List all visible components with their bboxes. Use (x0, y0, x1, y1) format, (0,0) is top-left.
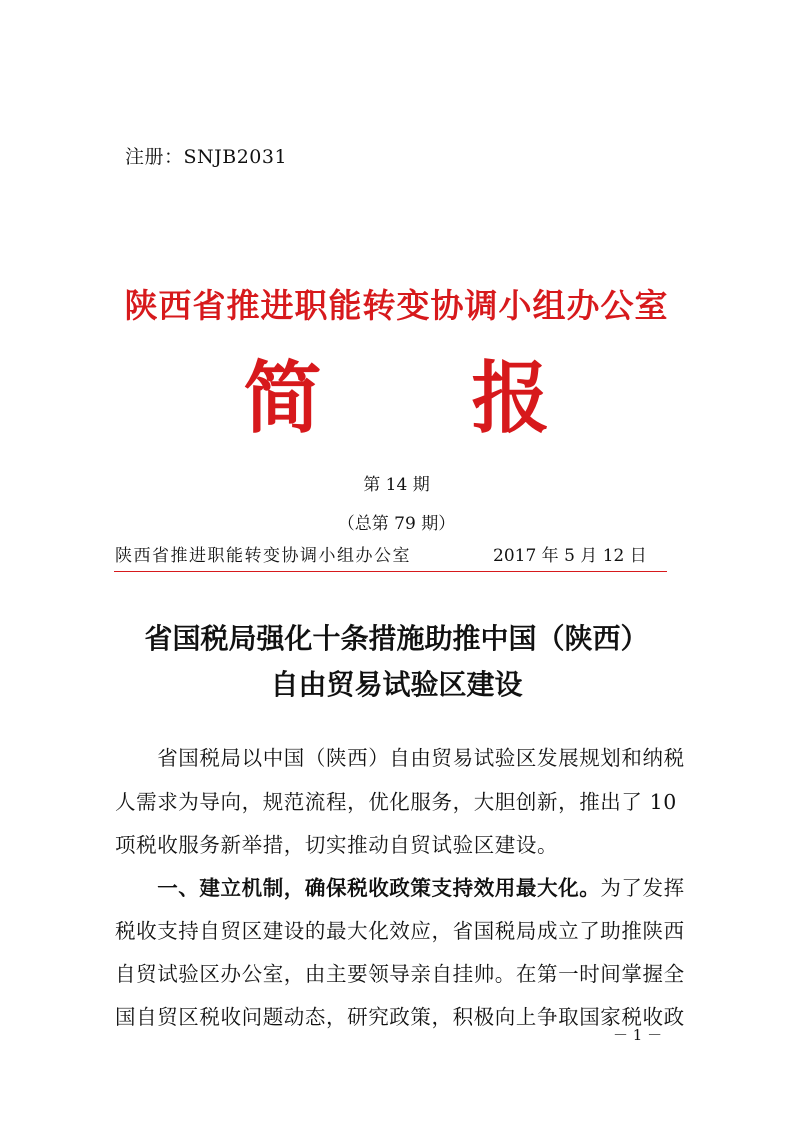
body-line (115, 741, 685, 771)
body-line (115, 957, 685, 987)
page-number: － 1 － (613, 1026, 663, 1044)
brief-title (0, 354, 793, 444)
body-line-text: 项税收服务新举措，切实推动自贸试验区建设。 (115, 833, 559, 857)
article-title-line-2: 自由贸易试验区建设 (270, 668, 523, 701)
header-divider (114, 571, 667, 572)
body-line (115, 785, 685, 815)
registration-number: 注册：SNJB2031 (125, 146, 288, 168)
body-line-text: 自贸试验区办公室，由主要领导亲自挂帅。在第一时间掌握全 (115, 962, 685, 986)
article-title-line-1: 省国税局强化十条措施助推中国（陕西） (144, 622, 649, 655)
brief-title-char-2: 报 (471, 354, 550, 444)
body-line-text: 为了发挥 (600, 876, 685, 900)
body-line (115, 828, 685, 858)
body-line-text: 国自贸区税收问题动态，研究政策，积极向上争取国家税收政 (115, 1005, 685, 1029)
publisher-name: 陕西省推进职能转变协调小组办公室 (115, 546, 411, 566)
body-line-text: 省国税局以中国（陕西）自由贸易试验区发展规划和纳税 (115, 746, 685, 770)
issuing-office-heading: 陕西省推进职能转变协调小组办公室 (124, 286, 669, 325)
body-line-text: 税收支持自贸区建设的最大化效应，省国税局成立了助推陕西 (115, 919, 685, 943)
body-line (115, 1000, 685, 1030)
body-line (115, 871, 685, 901)
publish-date: 2017 年 5 月 12 日 (493, 546, 647, 566)
body-line-bold: 一、建立机制，确保税收政策支持效用最大化。 (115, 876, 601, 900)
body-line (115, 914, 685, 944)
issue-total-number: （总第 79 期） (337, 514, 456, 534)
body-line-text: 人需求为导向，规范流程，优化服务，大胆创新，推出了 10 (115, 790, 677, 814)
issue-number: 第 14 期 (363, 475, 430, 495)
brief-title-char-1: 简 (243, 354, 322, 444)
